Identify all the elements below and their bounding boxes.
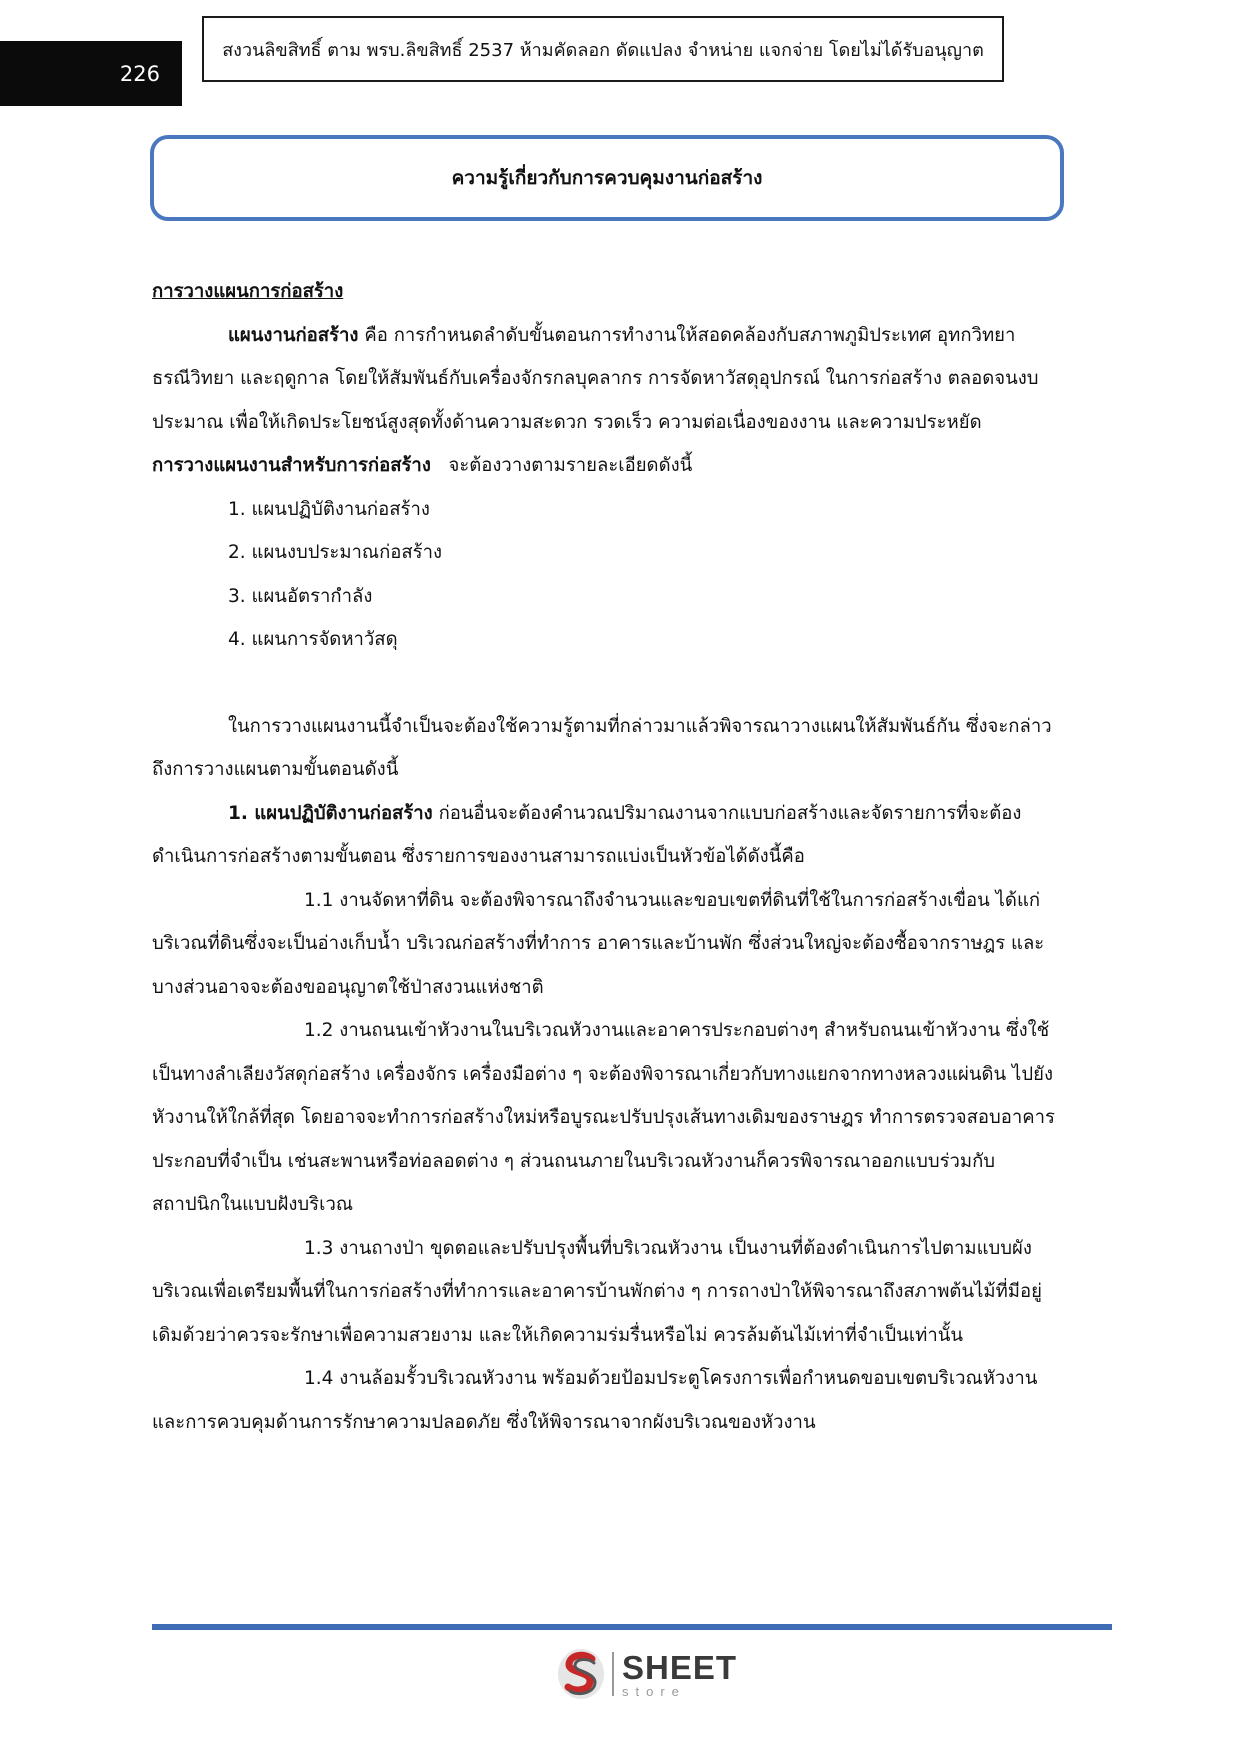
planning-list [152,488,1062,662]
copyright-notice [202,16,1004,82]
logo-subtitle: store [622,1683,686,1699]
list-item: 3. แผนอัตรากำลัง [228,585,373,607]
logo-word: SHEET [622,1648,738,1686]
page-number-box [0,41,182,106]
definition-text: คือ การกำหนดลำดับขั้นตอนการทำงานให้สอดคล้องกับสภาพภูมิประเทศ อุทกวิทยา ธรณีวิทยา และฤดูกาล โดยให้สัมพันธ์กับเครื่องจักรกลบุคลากร การจัดหาวัสดุอุปกรณ์ ในการก่อสร้าง ตลอดจนงบประมาณ เพื่อให้เกิดประโยชน์สูงสุดทั้งด้านความสะดวก รวดเร็ว ความต่อเนื่องของงาน และความประหยัด [152,324,1039,433]
page-title-box [150,135,1064,221]
section-heading: การวางแผนการก่อสร้าง [152,281,344,302]
page-title: ความรู้เกี่ยวกับการควบคุมงานก่อสร้าง [451,167,763,189]
planning-paragraph [152,444,1062,488]
sheet-store-logo-icon [556,1647,606,1701]
subitem-paragraph: 1.1 งานจัดหาที่ดิน จะต้องพิจารณาถึงจำนวนและขอบเขตที่ดินที่ใช้ในการก่อสร้างเขื่อน ได้แก่ บริเวณที่ดินซึ่งจะเป็นอ่างเก็บน้ำ บริเวณก่อสร้างที่ทำการ อาคารและบ้านพัก ซึ่งส่วนใหญ่จะต้องซื้อจากราษฎร และบางส่วนอาจจะต้องขออนุญาตใช้ป่าสงวนแห่งชาติ [152,889,1045,998]
subitem-paragraph: 1.4 งานล้อมรั้วบริเวณหัวงาน พร้อมด้วยป้อมประตูโครงการเพื่อกำหนดขอบเขตบริเวณหัวงานและการควบคุมด้านการรักษาความปลอดภัย ซึ่งให้พิจารณาจากผังบริเวณของหัวงาน [152,1368,1038,1433]
planning-label: การวางแผนงานสำหรับการก่อสร้าง [152,455,431,476]
plan1-text: ก่อนอื่นจะต้องคำนวณปริมาณงานจากแบบก่อสร้างและจัดรายการที่จะต้องดำเนินการก่อสร้างตามขั้นตอน ซึ่งรายการของงานสามารถแบ่งเป็นหัวข้อได้ดังนี้คือ [152,802,1022,867]
page-number: 226 [119,61,160,86]
sheet-store-logo [556,1646,737,1702]
plan1-label: 1. แผนปฏิบัติงานก่อสร้าง [228,802,433,824]
document-body [152,270,1062,1444]
footer-divider [152,1624,1112,1630]
subitem-paragraph: 1.2 งานถนนเข้าหัวงานในบริเวณหัวงานและอาคารประกอบต่างๆ สำหรับถนนเข้าหัวงาน ซึ่งใช้เป็นทางลำเลียงวัสดุก่อสร้าง เครื่องจักร เครื่องมือต่าง ๆ จะต้องพิจารณาเกี่ยวกับทางแยกจากทางหลวงแผ่นดิน ไปยังหัวงานให้ใกล้ที่สุด โดยอาจจะทำการก่อสร้างใหม่หรือบูรณะปรับปรุงเส้นทางเดิมของราษฎร ทำการตรวจสอบอาคารประกอบที่จำเป็น เช่นสะพานหรือท่อลอดต่าง ๆ ส่วนถนนภายในบริเวณหัวงานก็ควรพิจารณาออกแบบร่วมกับสถาปนิกในแบบฝังบริเวณ [152,1020,1055,1215]
logo-separator [612,1652,614,1696]
paragraph-gap [152,662,1062,705]
logo-text [622,1648,738,1699]
list-item: 4. แผนการจัดหาวัสดุ [228,629,398,650]
copyright-text: สงวนลิขสิทธิ์ ตาม พรบ.ลิขสิทธิ์ 2537 ห้ามคัดลอก ดัดแปลง จำหน่าย แจกจ่าย โดยไม่ได้รับอนุญาต [222,39,984,61]
subitem-paragraph: 1.3 งานถางป่า ขุดตอและปรับปรุงพื้นที่บริเวณหัวงาน เป็นงานที่ต้องดำเนินการไปตามแบบผังบริเวณเพื่อเตรียมพื้นที่ในการก่อสร้างที่ทำการและอาคารบ้านพักต่าง ๆ การถางป่าให้พิจารณาถึงสภาพต้นไม้ที่มีอยู่เดิมด้วยว่าควรจะรักษาเพื่อความสวยงาม และให้เกิดความร่มรื่นหรือไม่ ควรล้มต้นไม้เท่าที่จำเป็นเท่านั้น [152,1237,1042,1346]
intro-paragraph: ในการวางแผนงานนี้จำเป็นจะต้องใช้ความรู้ตามที่กล่าวมาแล้วพิจารณาวางแผนให้สัมพันธ์กัน ซึ่งจะกล่าวถึงการวางแผนตามขั้นตอนดังนี้ [152,715,1052,780]
definition-term: แผนงานก่อสร้าง [228,324,359,346]
plan1-paragraph [152,792,1062,879]
planning-text: จะต้องวางตามรายละเอียดดังนี้ [430,455,693,476]
list-item: 1. แผนปฏิบัติงานก่อสร้าง [228,498,430,520]
definition-paragraph [152,314,1062,445]
list-item: 2. แผนงบประมาณก่อสร้าง [228,542,443,563]
